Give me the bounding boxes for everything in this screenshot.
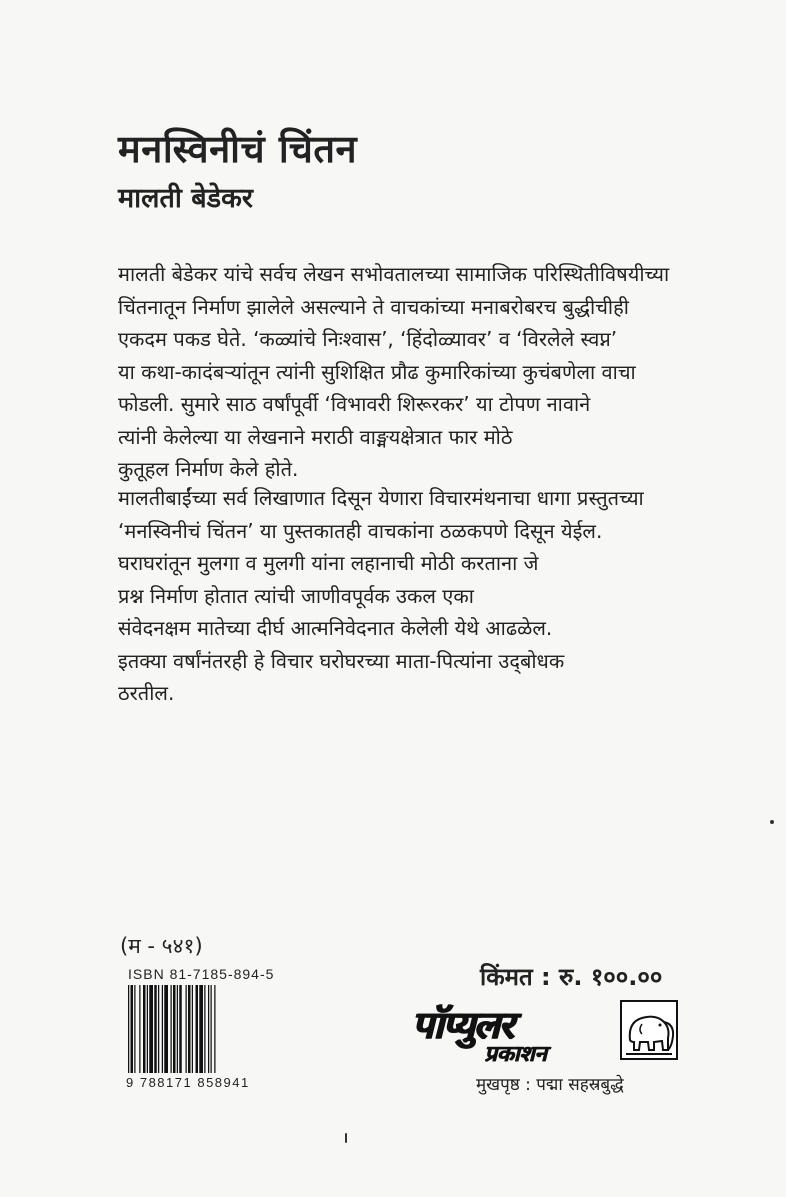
barcode-bar <box>211 985 212 1073</box>
catalog-code: (म - ५४१) <box>120 934 203 958</box>
paragraph-line: त्यांनी केलेल्या या लेखनाने मराठी वाङ्मयक्षेत्रात फार मोठे <box>118 424 513 449</box>
paragraph-line: ‘मनस्विनीचं चिंतन’ या पुस्तकातही वाचकांना ठळकपणे दिसून येईल. <box>118 518 603 543</box>
barcode-bar <box>173 985 176 1073</box>
barcode-bar <box>134 985 135 1073</box>
barcode-bar <box>204 985 205 1073</box>
print-speck <box>770 820 774 824</box>
paragraph-line: फोडली. सुमारे साठ वर्षांपूर्वी ‘विभावरी शिरूरकर’ या टोपण नावाने <box>118 392 591 416</box>
barcode-bar <box>139 985 140 1073</box>
barcode-bar <box>128 985 129 1073</box>
barcode-bar <box>186 985 187 1073</box>
price: किंमत : रु. १००.०० <box>480 963 663 991</box>
barcode-bar <box>188 985 191 1073</box>
barcode-bar <box>143 985 146 1073</box>
book-title: मनस्विनीचं चिंतन <box>118 127 358 171</box>
paragraph-line: कुतूहल निर्माण केले होते. <box>118 457 299 481</box>
paragraph-line: चिंतनातून निर्माण झालेले असल्याने ते वाचकांच्या मनाबरोबरच बुद्धीचीही <box>118 294 629 319</box>
paragraph-line: प्रश्न निर्माण होतात त्यांची जाणीवपूर्वक उकल एका <box>118 583 474 608</box>
barcode-bar <box>192 985 193 1073</box>
elephant-icon <box>620 1000 678 1060</box>
barcode-bar <box>199 985 203 1073</box>
description-paragraph-1 <box>118 258 718 486</box>
barcode-bar <box>196 985 199 1073</box>
paragraph-line: या कथा-कादंबऱ्यांतून त्यांनी सुशिक्षित प्रौढ कुमारिकांच्या कुचंबणेला वाचा <box>118 359 636 384</box>
publisher-name: पॉप्युलर <box>412 1003 514 1047</box>
barcode-bar <box>147 985 148 1073</box>
barcode-bar <box>131 985 134 1073</box>
barcode-bar <box>162 985 163 1073</box>
author-name: मालती बेडेकर <box>118 183 253 214</box>
cover-credit: मुखपृष्ठ : पद्मा सहस्रबुद्धे <box>476 1075 624 1095</box>
publisher-logo <box>412 996 682 1068</box>
description-paragraph-2 <box>118 482 718 710</box>
barcode-bar <box>171 985 172 1073</box>
barcode <box>126 985 268 1073</box>
barcode-digits: 9 788171 858941 <box>126 1075 250 1090</box>
paragraph-line: एकदम पकड घेते. ‘कळ्यांचे निःश्वास’, ‘हिंदोळ्यावर’ व ‘विरलेले स्वप्न’ <box>118 327 618 351</box>
barcode-bar <box>179 985 182 1073</box>
paragraph-line: मालतीबाईंच्या सर्व लिखाणात दिसून येणारा विचारमंथनाचा धागा प्रस्तुतच्या <box>118 486 644 510</box>
print-speck <box>345 1133 347 1143</box>
barcode-bar <box>177 985 178 1073</box>
barcode-bar <box>214 985 215 1073</box>
isbn-label: ISBN 81-7185-894-5 <box>128 966 275 982</box>
paragraph-line: ठरतील. <box>118 681 175 705</box>
barcode-bar <box>158 985 159 1073</box>
barcode-bar <box>154 985 157 1073</box>
paragraph-line: मालती बेडेकर यांचे सर्वच लेखन सभोवतालच्या सामाजिक परिस्थितीविषयीच्या <box>118 262 670 286</box>
paragraph-line: घराघरांतून मुलगा व मुलगी यांना लहानाची मोठी करताना जे <box>118 551 539 575</box>
paragraph-line: संवेदनक्षम मातेच्या दीर्घ आत्मनिवेदनात केलेली येथे आढळेल. <box>118 616 553 640</box>
publisher-subtitle: प्रकाशन <box>484 1042 547 1067</box>
paragraph-line: इतक्या वर्षांनंतरही हे विचार घरोघरच्या माता-पित्यांना उद्‌बोधक <box>118 648 565 673</box>
barcode-bar <box>164 985 168 1073</box>
barcode-bar <box>208 985 209 1073</box>
barcode-bar <box>149 985 153 1073</box>
